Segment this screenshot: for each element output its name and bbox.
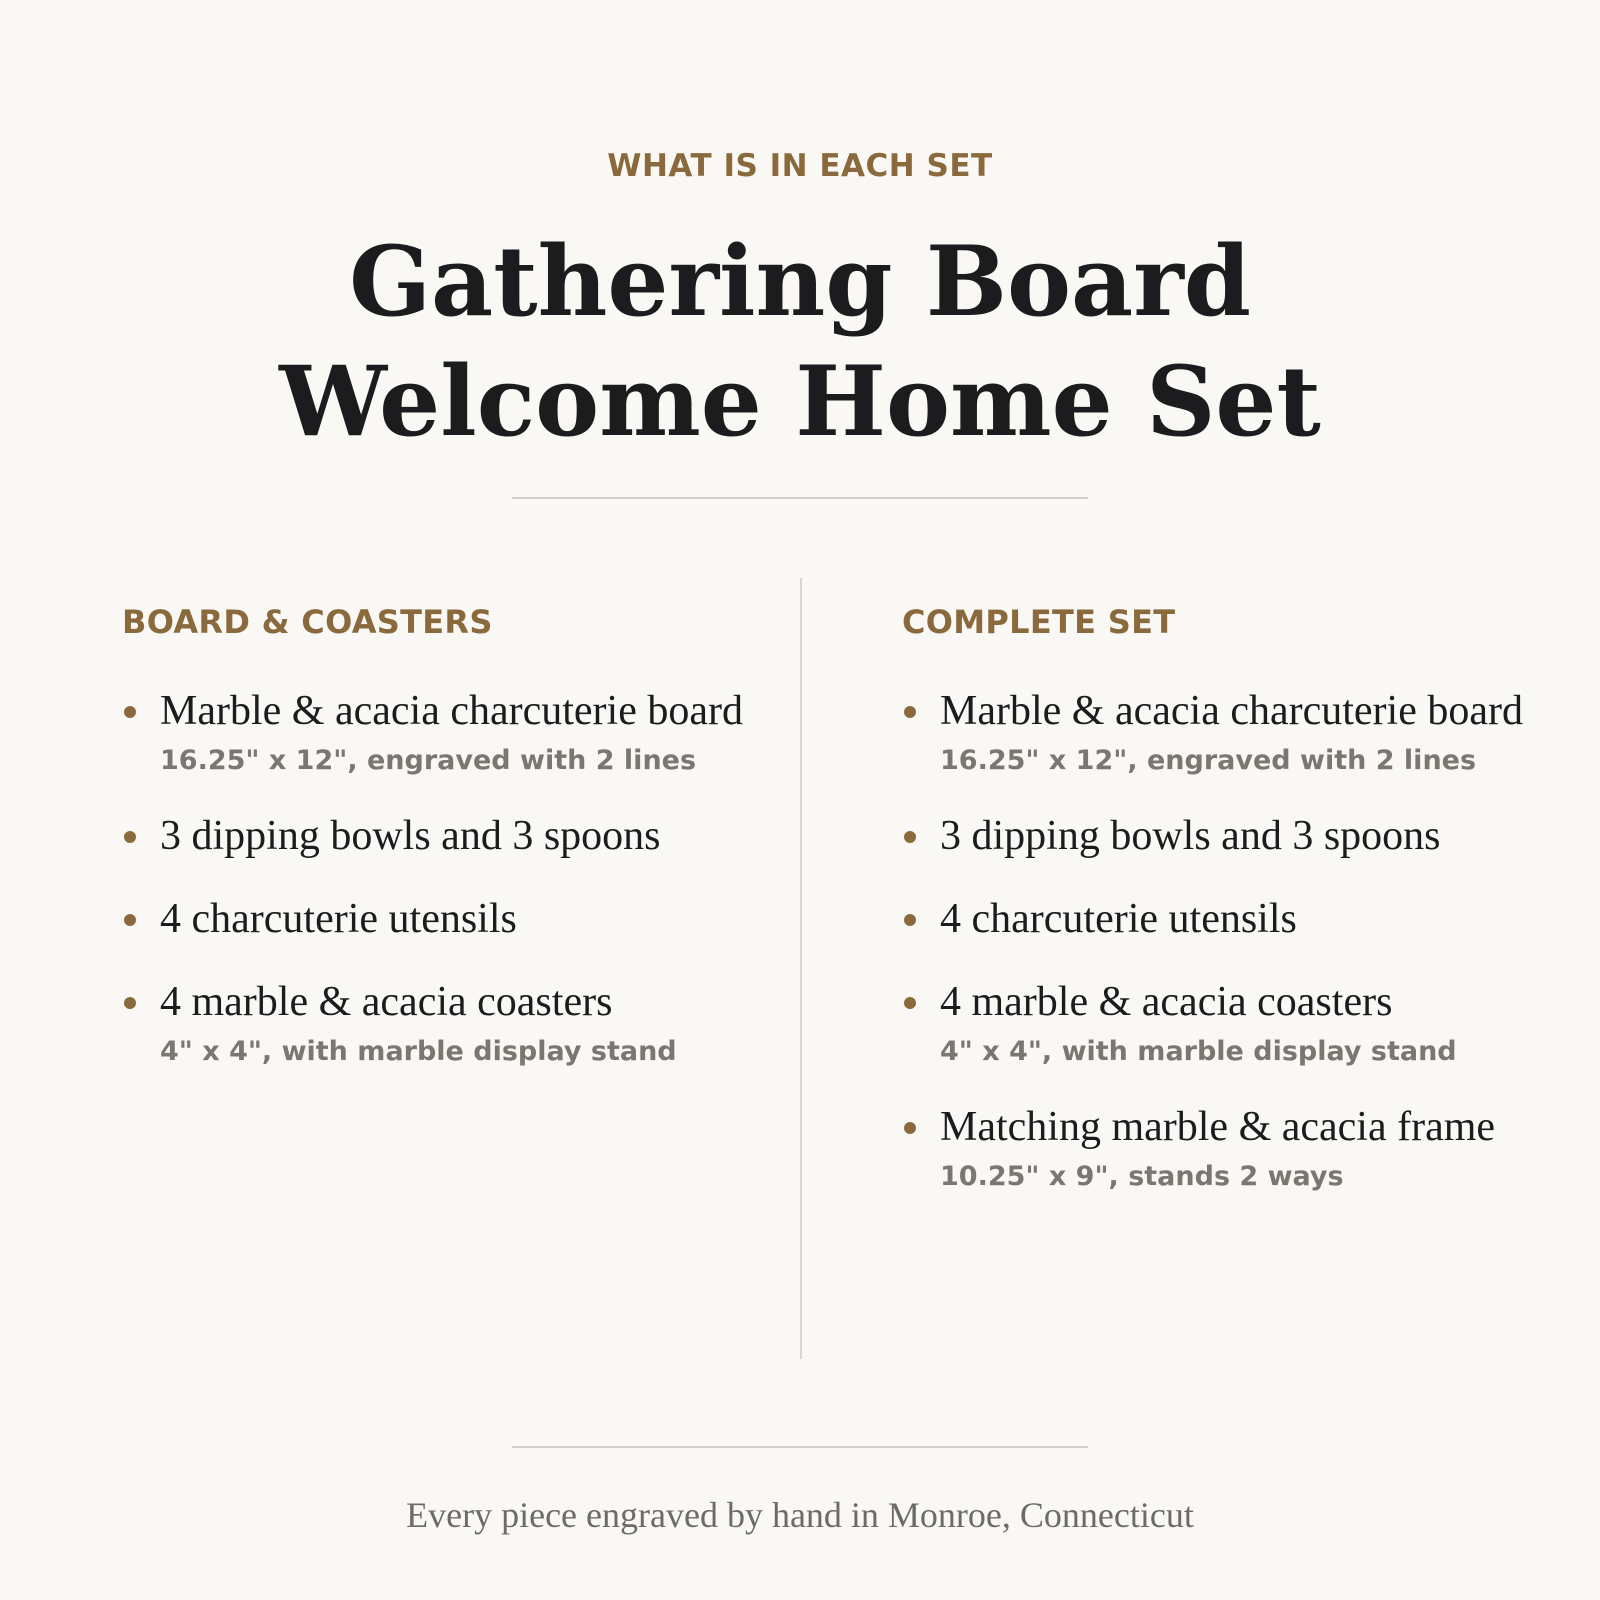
bullet-dot-icon [124,831,136,843]
list-item [122,892,762,947]
footer-note: Every piece engraved by hand in Monroe, Connecticut [406,1495,1194,1535]
page-title-line-2: Welcome Home Set [279,345,1321,458]
item-detail: 4" x 4", with marble display stand [160,1036,677,1067]
bullet-dot-icon [904,706,916,718]
list-item [902,892,1542,947]
list-item [902,809,1542,864]
item-list [122,684,762,1072]
item-title: 3 dipping bowls and 3 spoons [160,813,661,859]
item-title: 3 dipping bowls and 3 spoons [940,813,1441,859]
item-title: Marble & acacia charcuterie board [940,688,1523,734]
top-divider [512,497,1088,499]
column-heading: BOARD & COASTERS [122,603,493,641]
page-title [0,222,1600,462]
column-divider [800,578,802,1359]
bullet-dot-icon [904,914,916,926]
bottom-divider [512,1446,1088,1448]
list-item [122,975,762,1072]
item-detail: 16.25" x 12", engraved with 2 lines [160,745,697,776]
column-complete-set [902,600,1542,1225]
item-detail: 10.25" x 9", stands 2 ways [940,1161,1344,1192]
item-title: Matching marble & acacia frame [940,1104,1496,1150]
item-detail: 16.25" x 12", engraved with 2 lines [940,745,1477,776]
item-title: 4 marble & acacia coasters [940,979,1393,1025]
list-item [902,1100,1542,1197]
item-list [902,684,1542,1197]
list-item [902,684,1542,781]
item-title: Marble & acacia charcuterie board [160,688,743,734]
bullet-dot-icon [124,997,136,1009]
list-item [122,684,762,781]
column-heading: COMPLETE SET [902,603,1176,641]
bullet-dot-icon [904,997,916,1009]
bullet-dot-icon [904,831,916,843]
bullet-dot-icon [124,706,136,718]
column-board-coasters [122,600,762,1100]
list-item [122,809,762,864]
bullet-dot-icon [904,1122,916,1134]
list-item [902,975,1542,1072]
item-title: 4 charcuterie utensils [160,896,517,942]
item-title: 4 charcuterie utensils [940,896,1297,942]
item-title: 4 marble & acacia coasters [160,979,613,1025]
page-title-line-1: Gathering Board [349,225,1251,338]
item-detail: 4" x 4", with marble display stand [940,1036,1457,1067]
bullet-dot-icon [124,914,136,926]
eyebrow-label: WHAT IS IN EACH SET [607,148,993,184]
